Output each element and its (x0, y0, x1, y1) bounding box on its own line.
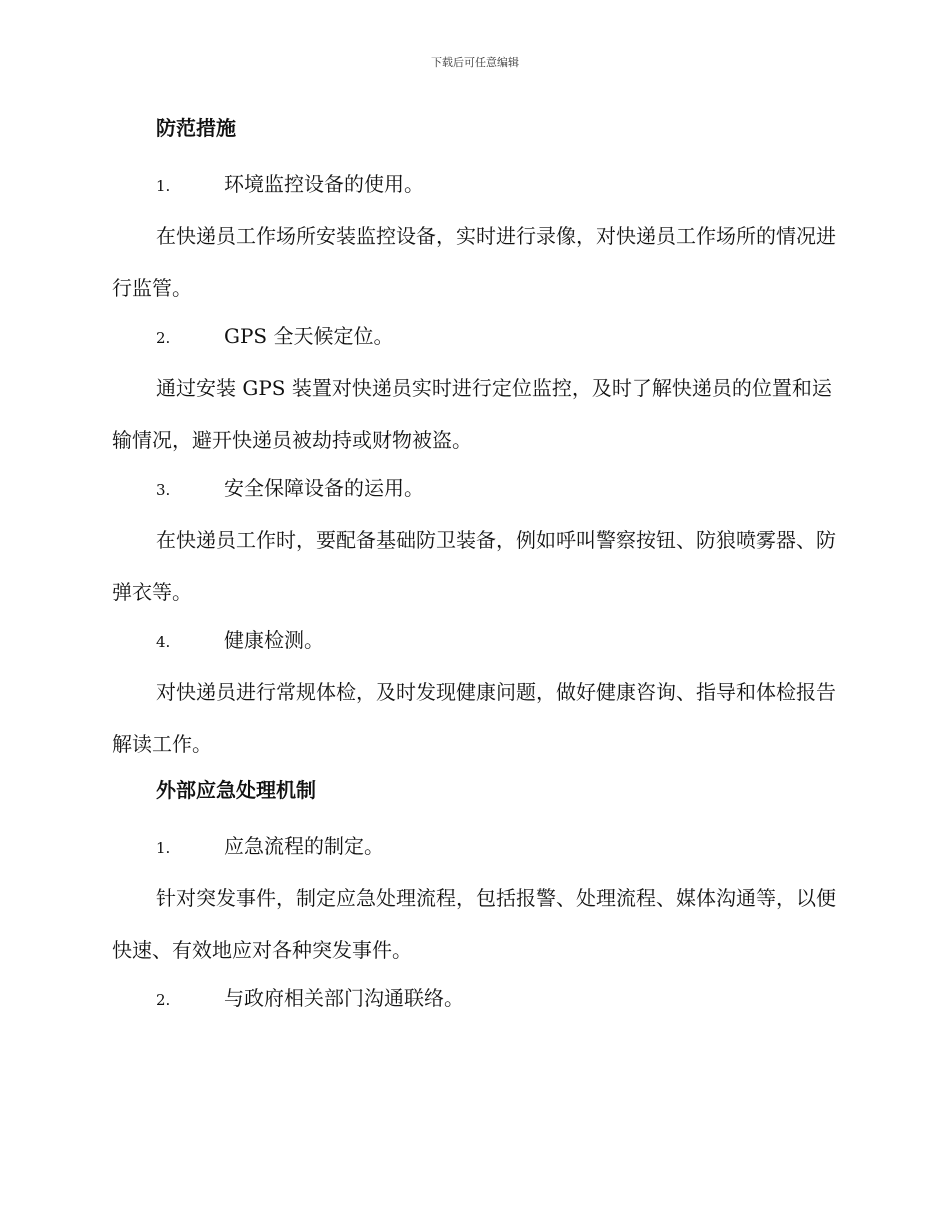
paragraph: 在快递员工作时，要配备基础防卫装备，例如呼叫警察按钮、防狼喷雾器、防弹衣等。 (112, 528, 836, 604)
paragraph: 通过安装 GPS 装置对快递员实时进行定位监控，及时了解快递员的位置和运输情况，避开快递员被劫持或财物被盗。 (112, 376, 832, 452)
section-heading-emergency: 外部应急处理机制 (156, 778, 316, 802)
item-number: 2. (156, 991, 171, 1009)
item-number: 3. (156, 481, 171, 499)
paragraph: 对快递员进行常规体检，及时发现健康问题，做好健康咨询、指导和体检报告解读工作。 (112, 680, 836, 756)
item-number: 4. (156, 633, 171, 651)
list-item (156, 174, 836, 196)
item-number: 2. (156, 329, 171, 347)
list-item (156, 478, 836, 500)
item-title: 与政府相关部门沟通联络。 (224, 986, 464, 1010)
item-title: 应急流程的制定。 (224, 834, 384, 858)
item-title: GPS 全天候定位。 (224, 324, 394, 348)
list-item (156, 630, 836, 652)
item-number: 1. (156, 839, 171, 857)
list-item (156, 836, 836, 858)
item-title: 安全保障设备的运用。 (224, 476, 424, 500)
paragraph: 在快递员工作场所安装监控设备，实时进行录像，对快递员工作场所的情况进行监管。 (112, 224, 836, 300)
item-number: 1. (156, 177, 171, 195)
page-header-note: 下载后可任意编辑 (431, 56, 519, 69)
paragraph: 针对突发事件，制定应急处理流程，包括报警、处理流程、媒体沟通等，以便快速、有效地应对各种突发事件。 (112, 886, 836, 962)
list-item (156, 988, 836, 1010)
item-title: 环境监控设备的使用。 (224, 172, 424, 196)
list-item (156, 326, 836, 348)
section-heading-prevention: 防范措施 (156, 116, 236, 140)
item-title: 健康检测。 (224, 628, 324, 652)
